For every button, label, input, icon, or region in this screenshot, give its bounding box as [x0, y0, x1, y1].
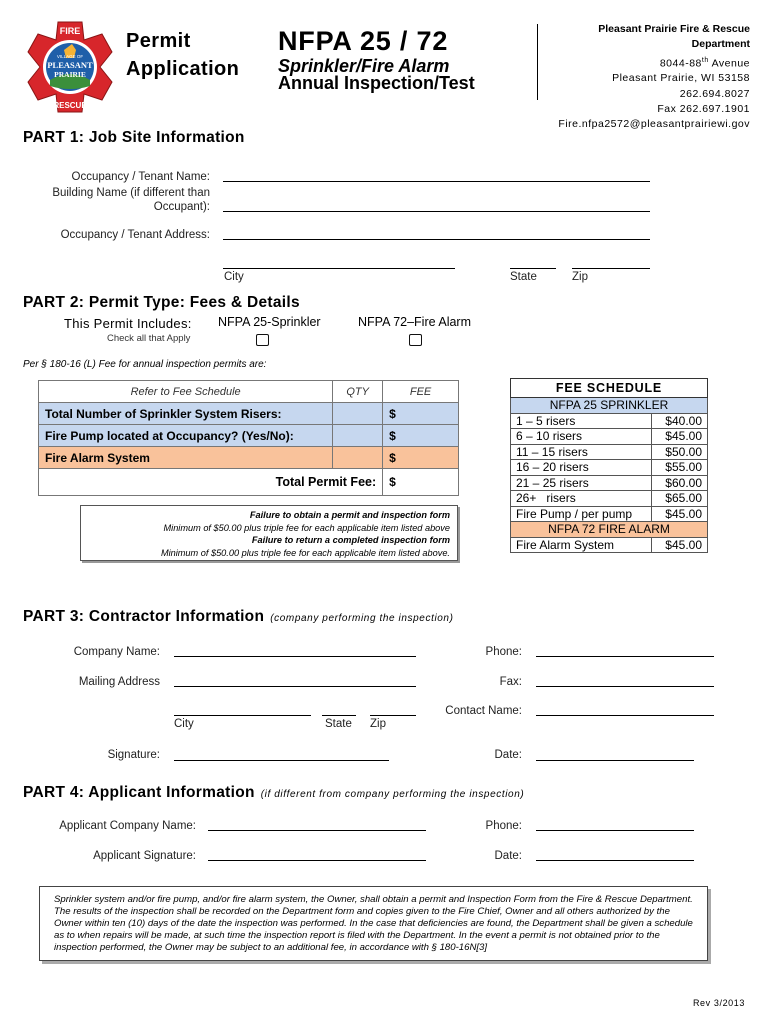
schedule-row-label: 6 – 10 risers [511, 429, 652, 445]
department-name: Pleasant Prairie Fire & Rescue Department [598, 23, 750, 51]
applicant-signature-label: Applicant Signature: [93, 850, 196, 862]
logo-bottom-text: RESCUE [53, 101, 87, 110]
applicant-company-label: Applicant Company Name: [59, 820, 196, 832]
department-logo [20, 20, 120, 114]
schedule-row-label: 21 – 25 risers [511, 475, 652, 491]
schedule-row-fee: $45.00 [652, 506, 708, 522]
schedule-row-fee: $65.00 [652, 491, 708, 507]
department-phone: 262.694.8027 [679, 87, 750, 100]
contact-name-label: Contact Name: [445, 705, 522, 717]
permit-application-title [126, 27, 239, 83]
schedule-row-label: 26+ risers [511, 491, 652, 507]
fee-header-qty: QTY [333, 381, 383, 403]
fire-pump-row-label: Fire Pump located at Occupancy? (Yes/No): [39, 425, 333, 447]
city-field[interactable] [223, 268, 455, 269]
schedule-row-fee: $60.00 [652, 475, 708, 491]
part3-title [23, 608, 454, 626]
address-label: Occupancy / Tenant Address: [60, 229, 210, 241]
department-contact-block [544, 22, 750, 133]
fire-pump-fee-cell[interactable]: $ [383, 425, 459, 447]
nfpa25-checkbox[interactable] [256, 334, 269, 346]
total-fee-label: Total Permit Fee: [39, 469, 383, 496]
signature-label: Signature: [107, 749, 160, 761]
schedule-row-fee: $50.00 [652, 444, 708, 460]
date-field[interactable] [536, 760, 694, 761]
risers-fee-cell[interactable]: $ [383, 403, 459, 425]
mailing-address-label: Mailing Address [78, 676, 160, 688]
building-label-1: Building Name (if different than [52, 187, 210, 199]
schedule-row-fee: $55.00 [652, 460, 708, 476]
zip-label: Zip [572, 271, 588, 283]
permit-fee-table [38, 380, 459, 496]
company-name-field[interactable] [174, 656, 416, 657]
applicant-date-field[interactable] [536, 860, 694, 861]
option-nfpa25-label: NFPA 25-Sprinkler [218, 315, 321, 329]
contractor-state-field[interactable] [322, 715, 356, 716]
contractor-city-label: City [174, 718, 194, 730]
nfpa-subtitle: Sprinkler/Fire Alarm [278, 56, 450, 76]
nfpa-subtitle-2: Annual Inspection/Test [278, 73, 475, 93]
warn-line2: Minimum of $50.00 plus triple fee for each applicable item listed above [163, 522, 450, 533]
address-field[interactable] [223, 239, 650, 240]
permit-includes-label: This Permit Includes: [64, 316, 192, 331]
schedule-row-label: 1 – 5 risers [511, 413, 652, 429]
fire-pump-qty-cell[interactable] [333, 425, 383, 447]
part4-subtitle: (if different from company performing the inspection) [260, 789, 525, 800]
city-label: City [224, 271, 244, 283]
department-street: 8044-88th Avenue [659, 56, 750, 70]
fax-field[interactable] [536, 686, 714, 687]
fire-alarm-row-label: Fire Alarm System [39, 447, 333, 469]
schedule-row-label: 11 – 15 risers [511, 444, 652, 460]
occupancy-label: Occupancy / Tenant Name: [71, 171, 210, 183]
fee-header-fee: FEE [383, 381, 459, 403]
part4-title-text: PART 4: Applicant Information [23, 784, 255, 801]
schedule-row-fee: $45.00 [652, 429, 708, 445]
warn-line4: Minimum of $50.00 plus triple fee for each applicable item listed above. [160, 547, 450, 558]
permit-line2: Application [126, 58, 240, 80]
applicant-company-field[interactable] [208, 830, 426, 831]
department-city: Pleasant Prairie, WI 53158 [612, 72, 750, 85]
fire-alarm-fee-cell[interactable]: $ [383, 447, 459, 469]
building-field[interactable] [223, 211, 650, 212]
nfpa72-checkbox[interactable] [409, 334, 422, 346]
state-label: State [510, 271, 537, 283]
building-label-2: Occupant): [153, 201, 210, 213]
logo-top-text: FIRE [59, 26, 81, 36]
fee-schedule-table [510, 378, 708, 553]
occupancy-field[interactable] [223, 181, 650, 182]
part2-title: PART 2: Permit Type: Fees & Details [23, 294, 300, 311]
schedule-row-label: Fire Pump / per pump [511, 506, 652, 522]
state-field[interactable] [510, 268, 556, 269]
nfpa-title: NFPA 25 / 72 [278, 26, 449, 56]
applicant-signature-field[interactable] [208, 860, 426, 861]
logo-village-text: VILLAGE OF [56, 54, 84, 59]
contractor-city-field[interactable] [174, 715, 311, 716]
phone-field[interactable] [536, 656, 714, 657]
phone-label: Phone: [485, 646, 522, 658]
applicant-phone-label: Phone: [485, 820, 522, 832]
contractor-state-label: State [325, 718, 352, 730]
warn-line1: Failure to obtain a permit and inspection form [249, 510, 450, 520]
department-fax: Fax 262.697.1901 [657, 102, 750, 115]
part3-title-text: PART 3: Contractor Information [23, 608, 265, 625]
part4-title [23, 784, 524, 802]
total-fee-cell[interactable]: $ [383, 469, 459, 496]
zip-field[interactable] [572, 268, 650, 269]
check-all-label: Check all that Apply [107, 333, 191, 344]
fax-label: Fax: [499, 676, 522, 688]
fee-schedule-title: FEE SCHEDULE [511, 379, 708, 398]
header-divider [537, 24, 538, 100]
nfpa72-section-heading: NFPA 72 FIRE ALARM [511, 522, 708, 538]
company-name-label: Company Name: [73, 646, 160, 658]
footer-notice-text: Sprinkler system and/or fire pump, and/or fire alarm system, the Owner, shall obtain a permit and Inspection Form from the Fire & Rescue Department. The results of the inspection shall be recorded on the Department form and copies given to the Fire Chief, Owner and all others authorized by the Owner within ten (10) days of the date the inspection was performed. In the case that deficiencies are found, the Department shall be given a schedule as to when repairs will be made, at such time the inspection report is filed with the Department. In the event a permit is not obtained prior to the inspection performed, the Owner may be subject to an additional fee, in accordance with § 180-16N[3] [54, 894, 693, 953]
fee-note: Per § 180-16 (L) Fee for annual inspection permits are: [23, 359, 267, 370]
mailing-address-field[interactable] [174, 686, 416, 687]
schedule-row-label: 16 – 20 risers [511, 460, 652, 476]
option-nfpa72-label: NFPA 72–Fire Alarm [358, 315, 472, 329]
revision-label: Rev 3/2013 [692, 998, 745, 1008]
schedule-fire-alarm-label: Fire Alarm System [511, 537, 652, 553]
applicant-date-label: Date: [494, 850, 522, 862]
nfpa25-section-heading: NFPA 25 SPRINKLER [511, 398, 708, 414]
contractor-zip-field[interactable] [370, 715, 416, 716]
risers-row-label: Total Number of Sprinkler System Risers: [39, 403, 333, 425]
logo-line2-text: PRAIRIE [54, 70, 86, 79]
applicant-phone-field[interactable] [536, 830, 694, 831]
schedule-fire-alarm-fee: $45.00 [652, 537, 708, 553]
contact-name-field[interactable] [536, 715, 714, 716]
warn-line3: Failure to return a completed inspection form [251, 535, 450, 545]
fee-header-ref: Refer to Fee Schedule [39, 381, 333, 403]
part3-subtitle: (company performing the inspection) [270, 613, 454, 624]
department-email[interactable]: Fire.nfpa2572@pleasantprairiewi.gov [558, 118, 750, 131]
fire-alarm-qty-cell[interactable] [333, 447, 383, 469]
contractor-zip-label: Zip [370, 718, 386, 730]
penalty-warning-box [80, 505, 458, 561]
logo-line1-text: PLEASANT [47, 60, 93, 70]
risers-qty-cell[interactable] [333, 403, 383, 425]
schedule-row-fee: $40.00 [652, 413, 708, 429]
signature-field[interactable] [174, 760, 389, 761]
footer-notice-box [39, 886, 708, 961]
permit-line1: Permit [126, 30, 191, 52]
date-label: Date: [494, 749, 522, 761]
part1-title: PART 1: Job Site Information [23, 129, 245, 146]
